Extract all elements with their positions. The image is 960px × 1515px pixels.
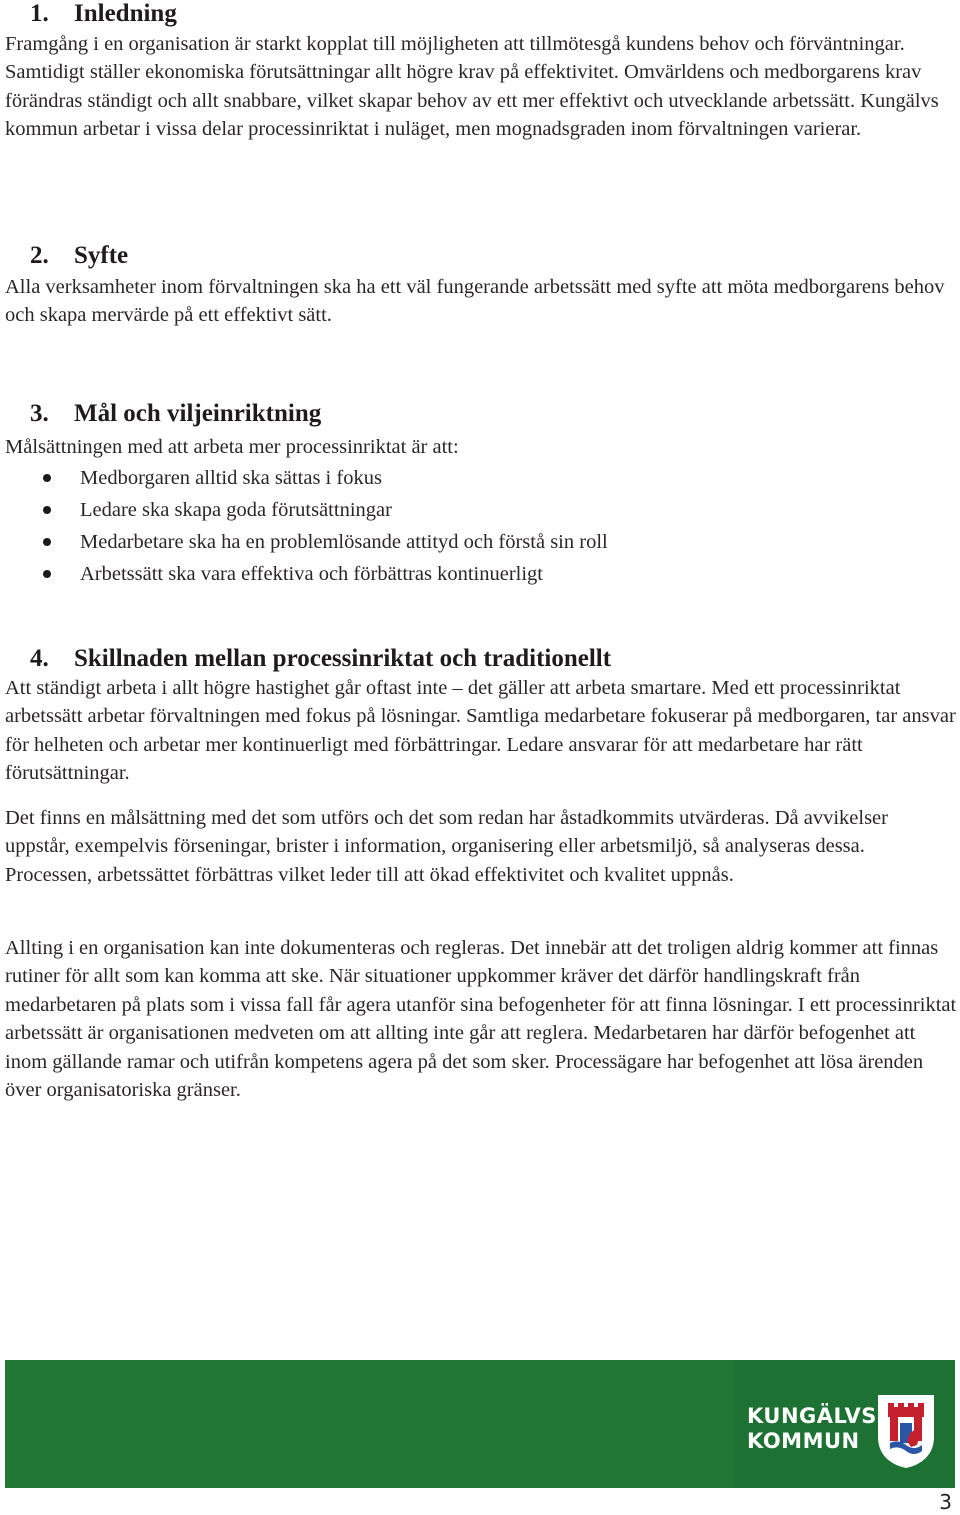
list-item: Ledare ska skapa goda förutsättningar	[0, 494, 608, 526]
list-item: Medborgaren alltid ska sättas i fokus	[0, 462, 608, 494]
bullet-icon	[43, 570, 51, 578]
section-title: Syfte	[74, 242, 129, 269]
section-1-paragraph: Framgång i en organisation är starkt kopplat till möjligheten att tillmötesgå kundens behov och förväntningar. Samtidigt ställer ekonomiska förutsättningar allt högre krav på effektivitet. Omvärldens och medborgarens krav förändras ständigt och allt snabbare, vilket skapar behov av ett mer effektivt och utvecklande arbetssätt. Kungälvs kommun arbetar i vissa delar processinriktat i nuläget, men mognadsgraden inom förvaltningen varierar.	[5, 33, 939, 141]
section-3-heading	[0, 400, 321, 428]
goals-list	[0, 462, 608, 590]
list-item: Medarbetare ska ha en problemlösande attityd och förstå sin roll	[0, 526, 608, 558]
section-1-heading	[0, 0, 177, 28]
section-title: Mål och viljeinriktning	[74, 400, 322, 427]
bullet-icon	[43, 538, 51, 546]
section-number: 3.	[30, 400, 49, 427]
section-3-intro: Målsättningen med att arbeta mer processinriktat är att:	[5, 436, 459, 458]
section-2-paragraph: Alla verksamheter inom förvaltningen ska ha ett väl fungerande arbetssätt med syfte att möta medborgarens behov och skapa mervärde på ett effektivt sätt.	[5, 276, 945, 327]
section-4-paragraph-1: Att ständigt arbeta i allt högre hastighet går oftast inte – det gäller att arbeta smartare. Med ett processinriktat arbetssätt arbetar förvaltningen med fokus på lösningar. Samtliga medarbetare fokuserar på medborgaren, tar ansvar för helheten och arbetar mer kontinuerligt med förbättringar. Ledare ansvarar för att medarbetare har rätt förutsättningar.	[5, 677, 956, 785]
section-4-heading	[0, 645, 611, 673]
section-4-paragraph-2: Det finns en målsättning med det som utförs och det som redan har åstadkommits utvärderas. Då avvikelser uppstår, exempelvis förseningar, brister i information, organisering eller arbetsmiljö, så analyseras dessa. Processen, arbetssättet förbättras vilket leder till att ökad effektivitet och kvalitet uppnås.	[5, 807, 888, 886]
section-number: 2.	[30, 242, 49, 269]
kungalvs-kommun-logo: KUNGÄLVS KOMMUN	[747, 1404, 877, 1453]
section-number: 1.	[30, 0, 49, 27]
bullet-icon	[43, 474, 51, 482]
list-item: Arbetssätt ska vara effektiva och förbättras kontinuerligt	[0, 558, 608, 590]
coat-of-arms-icon	[876, 1393, 936, 1469]
section-4-paragraph-3: Allting i en organisation kan inte dokumenteras och regleras. Det innebär att det troligen aldrig kommer att finnas rutiner för allt som kan komma att ske. När situationer uppkommer kräver det därför handlingskraft från medarbetaren på plats som i vissa fall får agera utanför sina befogenheter för att finna lösningar. I ett processinriktat arbetssätt är organisationen medveten om att allting inte går att reglera. Medarbetaren har därför befogenhet att inom gällande ramar och utifrån kompetens agera på det som sker. Processägare har befogenhet att lösa ärenden över organisatoriska gränser.	[5, 937, 957, 1102]
section-number: 4.	[30, 645, 49, 672]
section-2-heading	[0, 242, 128, 270]
section-title: Skillnaden mellan processinriktat och traditionellt	[74, 645, 612, 672]
bullet-icon	[43, 506, 51, 514]
page-number: 3	[939, 1490, 952, 1514]
section-title: Inledning	[74, 0, 177, 27]
